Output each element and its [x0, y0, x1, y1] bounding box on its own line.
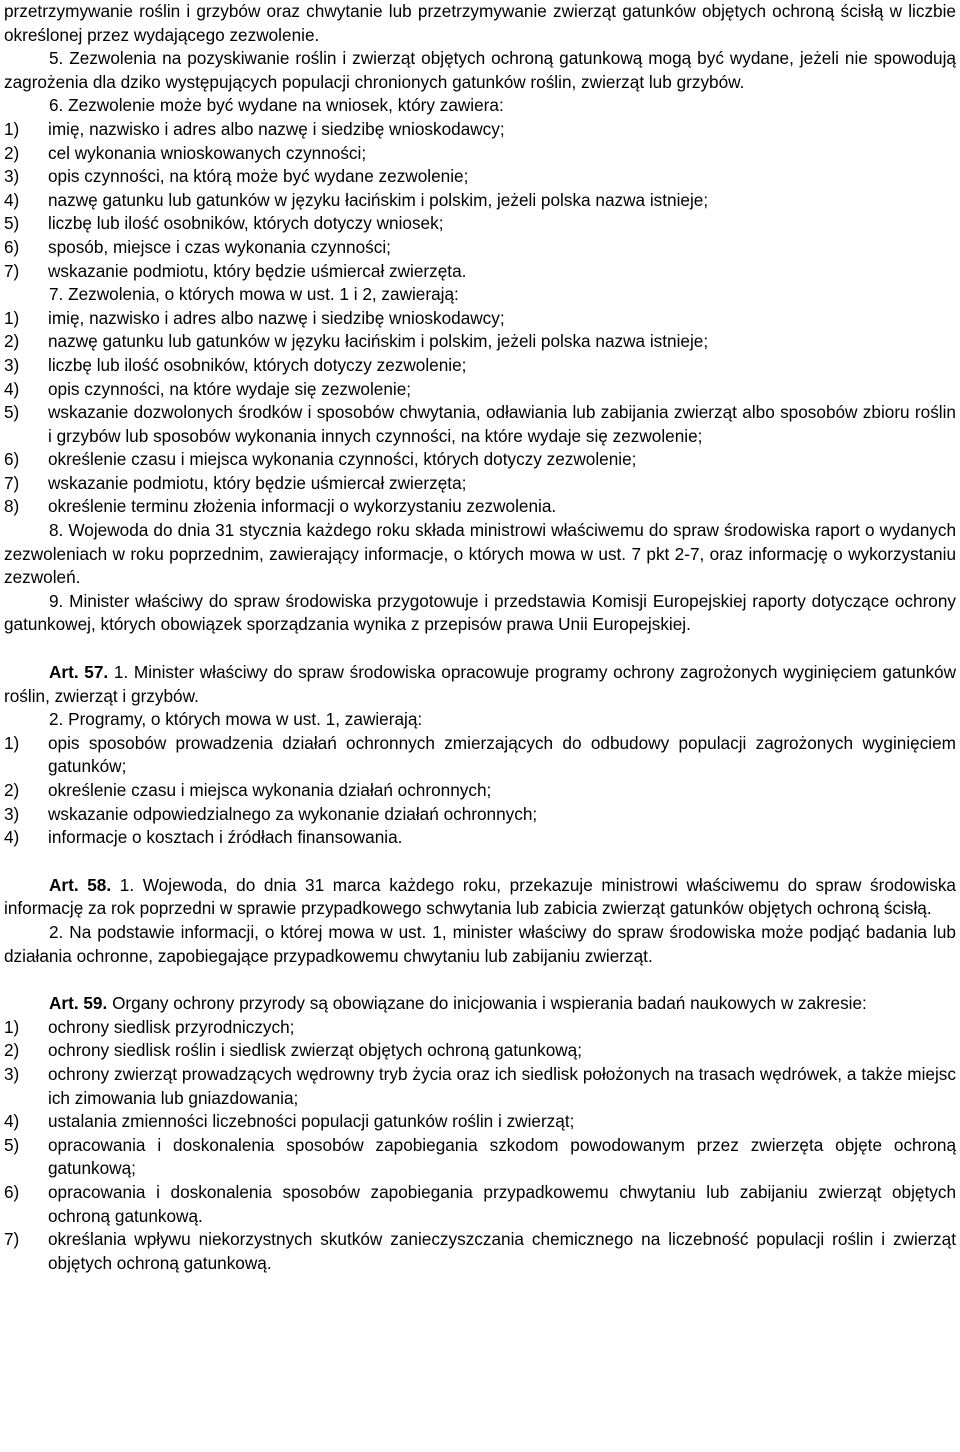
item-text: wskazanie dozwolonych środków i sposobów chwytania, odławiania lub zabijania zwierząt albo sposobów zbioru roślin i grzybów lub sposobów wykonania innych czynności, na które wydaje się zezwolenie;	[48, 402, 956, 446]
item-number: 4)	[4, 378, 20, 399]
list-p6	[4, 118, 956, 283]
list-item	[4, 212, 956, 236]
item-text: określenie czasu i miejsca wykonania działań ochronnych;	[48, 780, 492, 800]
item-number: 7)	[4, 1229, 20, 1250]
list-art57	[4, 732, 956, 850]
article-57-text: 1. Minister właściwy do spraw środowiska opracowuje programy ochrony zagrożonych wyginięciem gatunków roślin, zwierząt i grzybów.	[4, 662, 956, 706]
item-number: 7)	[4, 260, 20, 281]
list-item	[4, 495, 956, 519]
item-text: liczbę lub ilość osobników, których dotyczy wniosek;	[48, 213, 444, 234]
list-item	[4, 448, 956, 472]
paragraph-continuation: przetrzymywanie roślin i grzybów oraz chwytanie lub przetrzymywanie zwierząt gatunków objętych ochroną ścisłą w liczbie określonej przez wydającego zezwolenie.	[4, 1, 956, 45]
section-gap	[4, 637, 956, 661]
list-item	[4, 1181, 956, 1228]
item-number: 8)	[4, 496, 20, 517]
list-art59	[4, 1016, 956, 1276]
item-text: ochrony siedlisk przyrodniczych;	[48, 1016, 295, 1037]
item-number: 3)	[4, 1063, 20, 1084]
list-item	[4, 236, 956, 260]
list-item	[4, 354, 956, 378]
item-number: 4)	[4, 189, 20, 210]
list-item	[4, 1134, 956, 1181]
list-item	[4, 189, 956, 213]
list-item	[4, 118, 956, 142]
item-number: 3)	[4, 166, 20, 187]
item-number: 1)	[4, 732, 20, 753]
article-57-paragraph-1	[4, 661, 956, 708]
paragraph-9: 9. Minister właściwy do spraw środowiska przygotowuje i przedstawia Komisji Europejskiej raporty dotyczące ochrony gatunkowej, których obowiązek sporządzania wynika z przepisów prawa Unii Europejskiej.	[4, 590, 956, 635]
item-number: 6)	[4, 1181, 20, 1202]
item-text: określenie czasu i miejsca wykonania czynności, których dotyczy zezwolenie;	[48, 449, 637, 470]
item-text: ochrony siedlisk roślin i siedlisk zwierząt objętych ochroną gatunkową;	[48, 1040, 583, 1061]
item-text: imię, nazwisko i adres albo nazwę i siedzibę wnioskodawcy;	[48, 307, 505, 328]
list-item	[4, 330, 956, 354]
item-text: opis czynności, na którą może być wydane zezwolenie;	[48, 166, 469, 187]
paragraph-6: 6. Zezwolenie może być wydane na wniosek, który zawiera:	[49, 95, 504, 116]
item-text: liczbę lub ilość osobników, których dotyczy zezwolenie;	[48, 354, 467, 375]
item-number: 2)	[4, 331, 20, 352]
list-item	[4, 260, 956, 284]
list-item	[4, 142, 956, 166]
list-item	[4, 472, 956, 496]
item-number: 4)	[4, 1111, 20, 1132]
list-item	[4, 1039, 956, 1063]
paragraph-5: 5. Zezwolenia na pozyskiwanie roślin i zwierząt objętych ochroną gatunkową mogą być wydane, jeżeli nie spowodują zagrożenia dla dziko występujących populacji chronionych gatunków roślin, zwierząt lub grzybów.	[4, 48, 956, 92]
item-text: wskazanie podmiotu, który będzie uśmiercał zwierzęta.	[48, 260, 467, 281]
list-item	[4, 1016, 956, 1040]
item-text: ustalania zmienności liczebności populacji gatunków roślin i zwierząt;	[48, 1111, 575, 1132]
paragraph-7: 7. Zezwolenia, o których mowa w ust. 1 i 2, zawierają:	[49, 284, 459, 305]
item-text: cel wykonania wnioskowanych czynności;	[48, 142, 367, 163]
list-item	[4, 826, 956, 850]
item-text: imię, nazwisko i adres albo nazwę i siedzibę wnioskodawcy;	[48, 118, 505, 139]
article-57-label: Art. 57.	[49, 662, 109, 683]
article-59-label: Art. 59.	[49, 993, 108, 1014]
item-text: wskazanie podmiotu, który będzie uśmiercał zwierzęta;	[48, 472, 467, 493]
item-number: 2)	[4, 142, 20, 163]
list-item	[4, 803, 956, 827]
article-59-text: Organy ochrony przyrody są obowiązane do inicjowania i wspierania badań naukowych w zakresie:	[112, 993, 867, 1014]
item-text: opracowania i doskonalenia sposobów zapobiegania przypadkowemu chwytaniu lub zabijaniu zwierząt objętych ochroną gatunkową.	[48, 1181, 956, 1226]
article-57-paragraph-2: 2. Programy, o których mowa w ust. 1, zawierają:	[49, 709, 423, 730]
item-number: 4)	[4, 827, 20, 848]
item-number: 6)	[4, 236, 20, 257]
item-number: 1)	[4, 307, 20, 328]
list-item	[4, 165, 956, 189]
item-text: określenie terminu złożenia informacji o wykorzystaniu zezwolenia.	[48, 496, 557, 517]
item-text: opracowania i doskonalenia sposobów zapobiegania szkodom powodowanym przez zwierzęta objęte ochroną gatunkową;	[48, 1134, 956, 1179]
list-item	[4, 1063, 956, 1110]
item-number: 2)	[4, 780, 20, 800]
item-text: informacje o kosztach i źródłach finansowania.	[48, 827, 403, 848]
item-text: ochrony zwierząt prowadzących wędrowny tryb życia oraz ich siedlisk położonych na trasach wędrówek, a także miejsc ich zimowania lub gniazdowania;	[48, 1063, 956, 1108]
item-text: opis sposobów prowadzenia działań ochronnych zmierzających do odbudowy populacji zagrożonych wyginięciem gatunków;	[48, 732, 956, 777]
item-number: 1)	[4, 1016, 20, 1037]
section-gap	[4, 968, 956, 992]
item-number: 5)	[4, 402, 20, 423]
list-item	[4, 1110, 956, 1134]
list-p7	[4, 307, 956, 519]
article-58-paragraph-2: 2. Na podstawie informacji, o której mowa w ust. 1, minister właściwy do spraw środowiska może podjąć badania lub działania ochronne, zapobiegające przypadkowemu chwytaniu lub zabijaniu zwierząt.	[4, 921, 956, 966]
list-item	[4, 1228, 956, 1275]
item-text: opis czynności, na które wydaje się zezwolenie;	[48, 378, 412, 399]
item-number: 7)	[4, 472, 20, 493]
item-number: 3)	[4, 803, 20, 824]
item-text: nazwę gatunku lub gatunków w języku łacińskim i polskim, jeżeli polska nazwa istnieje;	[48, 189, 709, 210]
paragraph-8: 8. Wojewoda do dnia 31 stycznia każdego roku składa ministrowi właściwemu do spraw środowiska raport o wydanych zezwoleniach w roku poprzednim, zawierający informacje, o których mowa w ust. 7 pkt 2-7, oraz informację o wykorzystaniu zezwoleń.	[4, 520, 956, 588]
item-text: określania wpływu niekorzystnych skutków zanieczyszczania chemicznego na liczebność populacji roślin i zwierząt objętych ochroną gatunkową.	[48, 1229, 956, 1273]
list-item	[4, 732, 956, 779]
item-number: 5)	[4, 1134, 20, 1155]
item-text: sposób, miejsce i czas wykonania czynności;	[48, 236, 391, 257]
item-text: nazwę gatunku lub gatunków w języku łacińskim i polskim, jeżeli polska nazwa istnieje;	[48, 331, 709, 352]
article-58-label: Art. 58.	[49, 874, 112, 895]
article-58-paragraph-1	[4, 874, 956, 921]
item-number: 3)	[4, 354, 20, 375]
list-item	[4, 779, 956, 803]
section-gap	[4, 850, 956, 874]
list-item	[4, 378, 956, 402]
item-number: 6)	[4, 449, 20, 470]
item-number: 1)	[4, 118, 20, 139]
item-text: wskazanie odpowiedzialnego za wykonanie działań ochronnych;	[48, 803, 538, 824]
list-item	[4, 401, 956, 448]
article-59-paragraph	[4, 992, 956, 1016]
item-number: 5)	[4, 213, 20, 234]
list-item	[4, 307, 956, 331]
item-number: 2)	[4, 1040, 20, 1061]
article-58-text: 1. Wojewoda, do dnia 31 marca każdego roku, przekazuje ministrowi właściwemu do spraw środowiska informację za rok poprzedni w sprawie przypadkowego schwytania lub zabicia zwierząt gatunków objętych ochroną ścisłą.	[4, 874, 956, 919]
